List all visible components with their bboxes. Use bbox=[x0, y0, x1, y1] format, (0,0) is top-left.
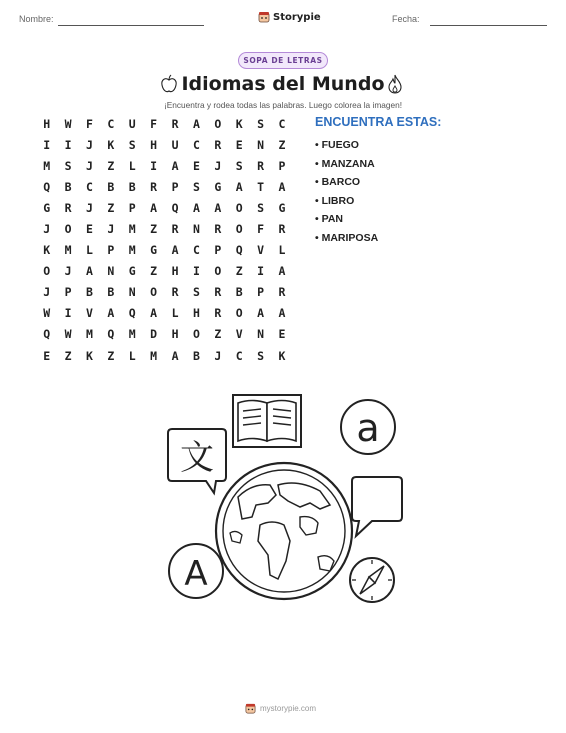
grid-letter[interactable]: M bbox=[86, 327, 93, 342]
instructions: ¡Encuentra y rodea todas las palabras. Luego colorea la imagen! bbox=[164, 100, 402, 110]
grid-letter[interactable]: G bbox=[128, 264, 136, 279]
grid-letter[interactable]: Q bbox=[107, 327, 115, 342]
grid-letter[interactable]: A bbox=[107, 306, 115, 321]
grid-letter[interactable]: H bbox=[171, 327, 179, 342]
grid-letter[interactable]: O bbox=[43, 264, 51, 279]
grid-letter[interactable]: P bbox=[278, 158, 286, 173]
grid-letter[interactable]: E bbox=[43, 348, 51, 363]
grid-letter[interactable]: Z bbox=[278, 137, 286, 152]
grid-letter[interactable]: R bbox=[214, 306, 222, 321]
grid-letter[interactable]: B bbox=[64, 179, 72, 194]
grid-letter[interactable]: I bbox=[64, 306, 72, 321]
grid-letter[interactable]: O bbox=[64, 222, 72, 237]
grid-letter[interactable]: P bbox=[64, 285, 72, 300]
grid-letter[interactable]: H bbox=[43, 116, 51, 131]
grid-letter[interactable]: J bbox=[86, 200, 93, 215]
grid-letter[interactable]: B bbox=[235, 285, 243, 300]
grid-row bbox=[36, 113, 293, 134]
grid-letter[interactable]: R bbox=[171, 285, 179, 300]
grid-letter[interactable]: C bbox=[278, 116, 286, 131]
grid-letter[interactable]: A bbox=[214, 200, 222, 215]
grid-letter[interactable]: S bbox=[257, 200, 265, 215]
brand-logo bbox=[258, 11, 321, 23]
grid-letter[interactable]: W bbox=[43, 306, 51, 321]
grid-letter[interactable]: E bbox=[235, 137, 243, 152]
grid-letter[interactable]: C bbox=[107, 116, 115, 131]
grid-letter[interactable]: S bbox=[192, 285, 200, 300]
grid-letter[interactable]: K bbox=[235, 116, 243, 131]
grid-letter[interactable]: J bbox=[43, 285, 51, 300]
grid-letter[interactable]: O bbox=[192, 327, 200, 342]
upper-a-glyph: A bbox=[184, 554, 208, 594]
grid-letter[interactable]: L bbox=[278, 243, 286, 258]
name-label: Nombre: bbox=[19, 14, 54, 24]
grid-row bbox=[36, 134, 293, 155]
page-title: Idiomas del Mundo bbox=[181, 73, 385, 95]
grid-letter[interactable]: Q bbox=[171, 200, 179, 215]
grid-letter[interactable]: Q bbox=[43, 327, 51, 342]
grid-letter[interactable]: R bbox=[214, 137, 222, 152]
grid-letter[interactable]: F bbox=[257, 222, 265, 237]
grid-letter[interactable]: C bbox=[86, 179, 93, 194]
grid-letter[interactable]: I bbox=[192, 264, 200, 279]
grid-letter[interactable]: N bbox=[257, 327, 265, 342]
worksheet-badge: SOPA DE LETRAS bbox=[238, 52, 328, 69]
grid-letter[interactable]: P bbox=[257, 285, 265, 300]
grid-letter[interactable]: W bbox=[64, 116, 72, 131]
grid-letter[interactable]: V bbox=[257, 243, 265, 258]
grid-letter[interactable]: H bbox=[192, 306, 200, 321]
grid-letter[interactable]: C bbox=[192, 137, 200, 152]
grid-letter[interactable]: B bbox=[107, 179, 115, 194]
grid-letter[interactable]: G bbox=[278, 200, 286, 215]
compass-icon bbox=[350, 558, 394, 602]
grid-letter[interactable]: Z bbox=[64, 348, 72, 363]
grid-letter[interactable]: W bbox=[64, 327, 72, 342]
grid-letter[interactable]: N bbox=[107, 264, 115, 279]
grid-letter[interactable]: A bbox=[192, 200, 200, 215]
grid-letter[interactable]: H bbox=[171, 264, 179, 279]
grid-letter[interactable]: S bbox=[257, 116, 265, 131]
word-list-item: • MARIPOSA bbox=[315, 232, 378, 251]
grid-letter[interactable]: S bbox=[128, 137, 136, 152]
grid-letter[interactable]: I bbox=[150, 158, 158, 173]
grid-letter[interactable]: R bbox=[150, 179, 158, 194]
grid-letter[interactable]: D bbox=[150, 327, 158, 342]
grid-letter[interactable]: M bbox=[128, 222, 136, 237]
grid-letter[interactable]: I bbox=[257, 264, 265, 279]
word-list bbox=[315, 139, 378, 251]
grid-letter[interactable]: R bbox=[171, 222, 179, 237]
grid-letter[interactable]: A bbox=[235, 179, 243, 194]
grid-letter[interactable]: E bbox=[86, 222, 93, 237]
grid-letter[interactable]: V bbox=[235, 327, 243, 342]
grid-letter[interactable]: J bbox=[214, 158, 222, 173]
grid-row bbox=[36, 197, 293, 218]
grid-letter[interactable]: M bbox=[128, 243, 136, 258]
word-list-item: • MANZANA bbox=[315, 158, 378, 177]
grid-letter[interactable]: M bbox=[43, 158, 51, 173]
grid-letter[interactable]: R bbox=[214, 285, 222, 300]
grid-letter[interactable]: L bbox=[171, 306, 179, 321]
grid-letter[interactable]: J bbox=[107, 222, 115, 237]
grid-letter[interactable]: G bbox=[214, 179, 222, 194]
grid-letter[interactable]: R bbox=[278, 222, 286, 237]
grid-letter[interactable]: A bbox=[86, 264, 93, 279]
grid-letter[interactable]: E bbox=[192, 158, 200, 173]
grid-letter[interactable]: K bbox=[278, 348, 286, 363]
grid-letter[interactable]: J bbox=[86, 137, 93, 152]
grid-letter[interactable]: C bbox=[235, 348, 243, 363]
grid-row bbox=[36, 345, 293, 366]
grid-letter[interactable]: S bbox=[192, 179, 200, 194]
word-list-item: • FUEGO bbox=[315, 139, 378, 158]
grid-letter[interactable]: J bbox=[64, 264, 72, 279]
date-line[interactable] bbox=[430, 25, 547, 26]
grid-letter[interactable]: K bbox=[43, 243, 51, 258]
grid-letter[interactable]: O bbox=[235, 200, 243, 215]
grid-letter[interactable]: G bbox=[43, 200, 51, 215]
grid-row bbox=[36, 155, 293, 176]
grid-letter[interactable]: C bbox=[192, 243, 200, 258]
grid-letter[interactable]: M bbox=[150, 348, 158, 363]
grid-letter[interactable]: S bbox=[235, 158, 243, 173]
grid-letter[interactable]: O bbox=[214, 116, 222, 131]
grid-letter[interactable]: A bbox=[278, 179, 286, 194]
date-label: Fecha: bbox=[392, 14, 420, 24]
grid-letter[interactable]: A bbox=[192, 116, 200, 131]
grid-letter[interactable]: M bbox=[128, 327, 136, 342]
grid-letter[interactable]: A bbox=[257, 306, 265, 321]
world-languages-illustration bbox=[160, 393, 410, 613]
grid-letter[interactable]: L bbox=[128, 158, 136, 173]
grid-letter[interactable]: B bbox=[128, 179, 136, 194]
grid-letter[interactable]: O bbox=[150, 285, 158, 300]
chinese-character-bubble-icon bbox=[168, 429, 226, 493]
grid-letter[interactable]: A bbox=[278, 306, 286, 321]
grid-letter[interactable]: B bbox=[192, 348, 200, 363]
grid-row bbox=[36, 218, 293, 239]
grid-letter[interactable]: M bbox=[64, 243, 72, 258]
grid-letter[interactable]: H bbox=[150, 137, 158, 152]
grid-letter[interactable]: B bbox=[107, 285, 115, 300]
grid-letter[interactable]: U bbox=[128, 116, 136, 131]
word-search-grid[interactable] bbox=[36, 113, 293, 366]
grid-row bbox=[36, 282, 293, 303]
grid-letter[interactable]: A bbox=[171, 158, 179, 173]
grid-letter[interactable]: L bbox=[86, 243, 93, 258]
grid-letter[interactable]: T bbox=[257, 179, 265, 194]
grid-letter[interactable]: Z bbox=[235, 264, 243, 279]
grid-letter[interactable]: P bbox=[107, 243, 115, 258]
grid-letter[interactable]: I bbox=[43, 137, 51, 152]
footer bbox=[245, 703, 316, 714]
grid-letter[interactable]: A bbox=[171, 243, 179, 258]
grid-letter[interactable]: Z bbox=[214, 327, 222, 342]
grid-letter[interactable]: Q bbox=[43, 179, 51, 194]
grid-letter[interactable]: P bbox=[171, 179, 179, 194]
grid-letter[interactable]: Q bbox=[235, 243, 243, 258]
grid-row bbox=[36, 303, 293, 324]
grid-letter[interactable]: N bbox=[192, 222, 200, 237]
grid-letter[interactable]: R bbox=[64, 200, 72, 215]
name-line[interactable] bbox=[58, 25, 204, 26]
grid-letter[interactable]: O bbox=[235, 222, 243, 237]
grid-letter[interactable]: S bbox=[64, 158, 72, 173]
grid-letter[interactable]: N bbox=[257, 137, 265, 152]
letter-A-circle-icon bbox=[169, 544, 223, 598]
grid-letter[interactable]: F bbox=[150, 116, 158, 131]
speech-bubble-icon bbox=[352, 477, 402, 536]
grid-row bbox=[36, 176, 293, 197]
grid-letter[interactable]: J bbox=[43, 222, 51, 237]
open-book-icon bbox=[233, 395, 301, 447]
grid-letter[interactable]: A bbox=[150, 200, 158, 215]
grid-letter[interactable]: K bbox=[107, 137, 115, 152]
storypie-mascot-icon bbox=[258, 11, 270, 23]
grid-letter[interactable]: J bbox=[86, 158, 93, 173]
grid-letter[interactable]: S bbox=[257, 348, 265, 363]
word-list-item: • BARCO bbox=[315, 176, 378, 195]
word-list-title: ENCUENTRA ESTAS: bbox=[315, 115, 442, 129]
grid-letter[interactable]: L bbox=[128, 348, 136, 363]
flame-icon bbox=[387, 74, 403, 94]
grid-letter[interactable]: Z bbox=[150, 222, 158, 237]
grid-letter[interactable]: N bbox=[128, 285, 136, 300]
grid-letter[interactable]: Z bbox=[107, 348, 115, 363]
grid-letter[interactable]: Z bbox=[150, 264, 158, 279]
grid-letter[interactable]: R bbox=[171, 116, 179, 131]
chinese-glyph: 文 bbox=[180, 438, 214, 478]
grid-letter[interactable]: R bbox=[257, 158, 265, 173]
grid-letter[interactable]: O bbox=[214, 264, 222, 279]
grid-letter[interactable]: I bbox=[64, 137, 72, 152]
word-list-item: • LIBRO bbox=[315, 195, 378, 214]
globe-icon bbox=[216, 463, 352, 599]
grid-row bbox=[36, 240, 293, 261]
grid-letter[interactable]: A bbox=[171, 348, 179, 363]
lower-a-glyph: a bbox=[356, 406, 380, 450]
grid-letter[interactable]: V bbox=[86, 306, 93, 321]
grid-letter[interactable]: F bbox=[86, 116, 93, 131]
grid-letter[interactable]: P bbox=[128, 200, 136, 215]
grid-letter[interactable]: R bbox=[278, 285, 286, 300]
grid-letter[interactable]: Z bbox=[107, 158, 115, 173]
grid-letter[interactable]: B bbox=[86, 285, 93, 300]
grid-letter[interactable]: Z bbox=[107, 200, 115, 215]
grid-letter[interactable]: A bbox=[150, 306, 158, 321]
footer-url[interactable]: mystorypie.com bbox=[260, 704, 317, 713]
brand-name: Storypie bbox=[273, 11, 321, 23]
grid-letter[interactable]: K bbox=[86, 348, 93, 363]
letter-a-circle-icon bbox=[341, 400, 395, 454]
grid-letter[interactable]: E bbox=[278, 327, 286, 342]
word-list-item: • PAN bbox=[315, 213, 378, 232]
storypie-footer-icon bbox=[245, 703, 256, 714]
grid-row bbox=[36, 324, 293, 345]
grid-letter[interactable]: G bbox=[150, 243, 158, 258]
grid-row bbox=[36, 261, 293, 282]
grid-letter[interactable]: Q bbox=[128, 306, 136, 321]
grid-letter[interactable]: P bbox=[214, 243, 222, 258]
grid-letter[interactable]: O bbox=[235, 306, 243, 321]
grid-letter[interactable]: A bbox=[278, 264, 286, 279]
grid-letter[interactable]: U bbox=[171, 137, 179, 152]
grid-letter[interactable]: J bbox=[214, 348, 222, 363]
grid-letter[interactable]: R bbox=[214, 222, 222, 237]
